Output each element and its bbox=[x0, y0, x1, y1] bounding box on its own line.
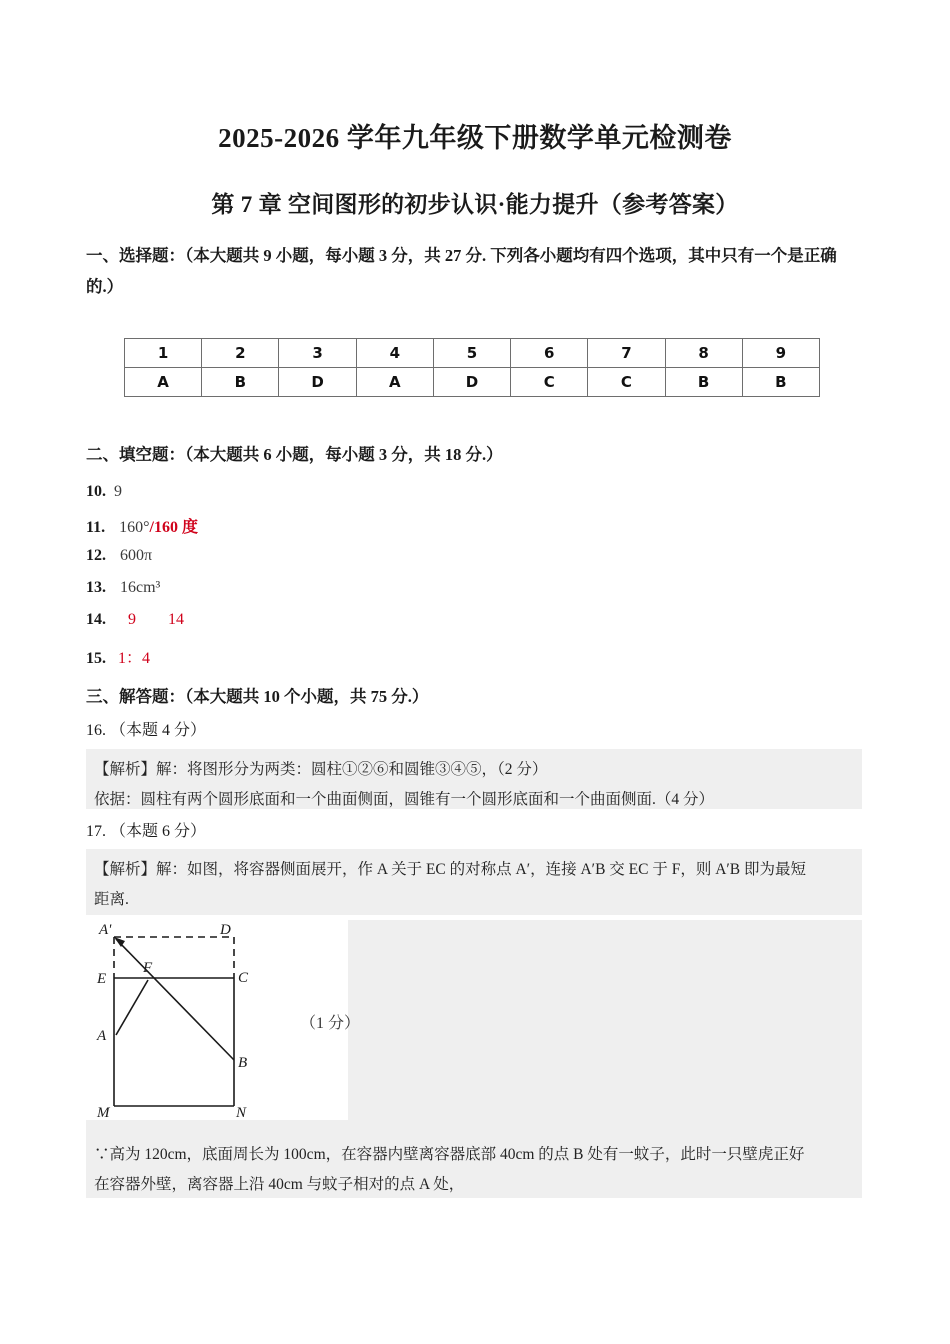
svg-text:M: M bbox=[97, 1105, 110, 1120]
fill-answer-11-value: 160° bbox=[119, 519, 150, 536]
table-row-answers bbox=[125, 368, 820, 397]
table-cell-answer: B bbox=[202, 368, 279, 397]
svg-text:E: E bbox=[97, 971, 107, 987]
table-cell-answer: A bbox=[356, 368, 433, 397]
table-cell-answer: D bbox=[279, 368, 356, 397]
table-cell-answer: C bbox=[588, 368, 665, 397]
section-one-heading-line1: 一、选择题：（本大题共 9 小题，每小题 3 分，共 27 分. 下列各小题均有四个选项，其中只有一个是正确 bbox=[86, 246, 837, 265]
svg-text:N: N bbox=[236, 1105, 247, 1120]
problem-17-solution-line-1: 【解析】解：如图，将容器侧面展开，作 A 关于 EC 的对称点 A′，连接 A′B 交 EC 于 F，则 A′B 即为最短 bbox=[94, 861, 807, 878]
section-one-heading-line2: 的.） bbox=[86, 277, 124, 297]
fill-answer-10-value: 9 bbox=[114, 483, 122, 500]
svg-text:A: A bbox=[97, 1028, 107, 1044]
table-cell-number: 3 bbox=[279, 339, 356, 368]
fill-answer-11-value-alt: /160 度 bbox=[149, 519, 198, 536]
table-cell-number: 9 bbox=[742, 339, 819, 368]
fill-answer-13 bbox=[86, 579, 160, 597]
svg-text:C: C bbox=[238, 970, 249, 986]
fill-answer-14 bbox=[86, 611, 184, 629]
table-cell-number: 5 bbox=[433, 339, 510, 368]
fill-answer-11 bbox=[86, 514, 198, 537]
svg-text:A': A' bbox=[99, 922, 112, 938]
problem-17-trailing-line-2: 在容器外壁，离容器上沿 40cm 与蚊子相对的点 A 处， bbox=[94, 1176, 465, 1194]
answer-table bbox=[124, 338, 820, 397]
fill-answer-13-number: 13. bbox=[86, 579, 106, 596]
table-cell-answer: A bbox=[125, 368, 202, 397]
page-subtitle: 第 7 章 空间图形的初步认识·能力提升（参考答案） bbox=[211, 192, 739, 217]
fill-answer-12-value: 600π bbox=[120, 547, 153, 564]
table-cell-answer: C bbox=[511, 368, 588, 397]
problem-16-solution-box bbox=[86, 749, 862, 809]
table-cell-answer: B bbox=[742, 368, 819, 397]
fill-answer-14-number: 14. bbox=[86, 611, 106, 628]
svg-text:B: B bbox=[238, 1055, 248, 1071]
fill-answer-15 bbox=[86, 645, 150, 668]
section-two-heading: 二、填空题：（本大题共 6 小题，每小题 3 分，共 18 分.） bbox=[86, 445, 503, 464]
fill-answer-13-value: 16cm³ bbox=[120, 579, 161, 596]
problem-17-figure-region bbox=[86, 920, 862, 1120]
table-cell-number: 4 bbox=[356, 339, 433, 368]
fill-answer-12-number: 12. bbox=[86, 547, 106, 564]
problem-17-solution-line-2: 距离. bbox=[94, 891, 129, 909]
solution-box-spacer bbox=[86, 1120, 862, 1134]
table-cell-number: 6 bbox=[511, 339, 588, 368]
fill-answer-15-value: 1：4 bbox=[118, 650, 151, 667]
page-title: 2025-2026 学年九年级下册数学单元检测卷 bbox=[218, 123, 732, 153]
table-cell-number: 8 bbox=[665, 339, 742, 368]
problem-16-solution-line-2: 依据：圆柱有两个圆形底面和一个曲面侧面，圆锥有一个圆形底面和一个曲面侧面.（4 分） bbox=[94, 791, 715, 809]
table-cell-answer: B bbox=[665, 368, 742, 397]
table-cell-number: 2 bbox=[202, 339, 279, 368]
problem-17-label: 17. （本题 6 分） bbox=[86, 823, 207, 840]
fill-answer-12 bbox=[86, 547, 152, 565]
table-cell-answer: D bbox=[433, 368, 510, 397]
section-one-heading bbox=[86, 240, 876, 303]
svg-text:F: F bbox=[143, 960, 153, 976]
problem-17-figure-score-note: （1 分） bbox=[300, 1015, 361, 1032]
fill-answer-10 bbox=[86, 483, 122, 501]
fill-answer-14-value: 9 14 bbox=[128, 611, 184, 628]
fill-answer-10-number: 10. bbox=[86, 483, 106, 500]
svg-text:D: D bbox=[220, 922, 231, 938]
table-cell-number: 7 bbox=[588, 339, 665, 368]
table-cell-number: 1 bbox=[125, 339, 202, 368]
problem-16-label: 16. （本题 4 分） bbox=[86, 722, 207, 739]
problem-16-solution-line-1: 【解析】解：将图形分为两类：圆柱①②⑥和圆锥③④⑤，（2 分） bbox=[94, 761, 548, 778]
problem-17-trailing-box bbox=[86, 1134, 862, 1198]
problem-17-solution-box bbox=[86, 849, 862, 915]
section-three-heading: 三、解答题：（本大题共 10 个小题，共 75 分.） bbox=[86, 687, 429, 706]
table-row-numbers bbox=[125, 339, 820, 368]
problem-17-trailing-line-1: ∵高为 120cm，底面周长为 100cm，在容器内壁离容器底部 40cm 的点 B 处有一蚊子，此时一只壁虎正好 bbox=[94, 1146, 805, 1163]
fill-answer-11-number: 11. bbox=[86, 519, 106, 536]
fill-answer-15-number: 15. bbox=[86, 650, 106, 667]
